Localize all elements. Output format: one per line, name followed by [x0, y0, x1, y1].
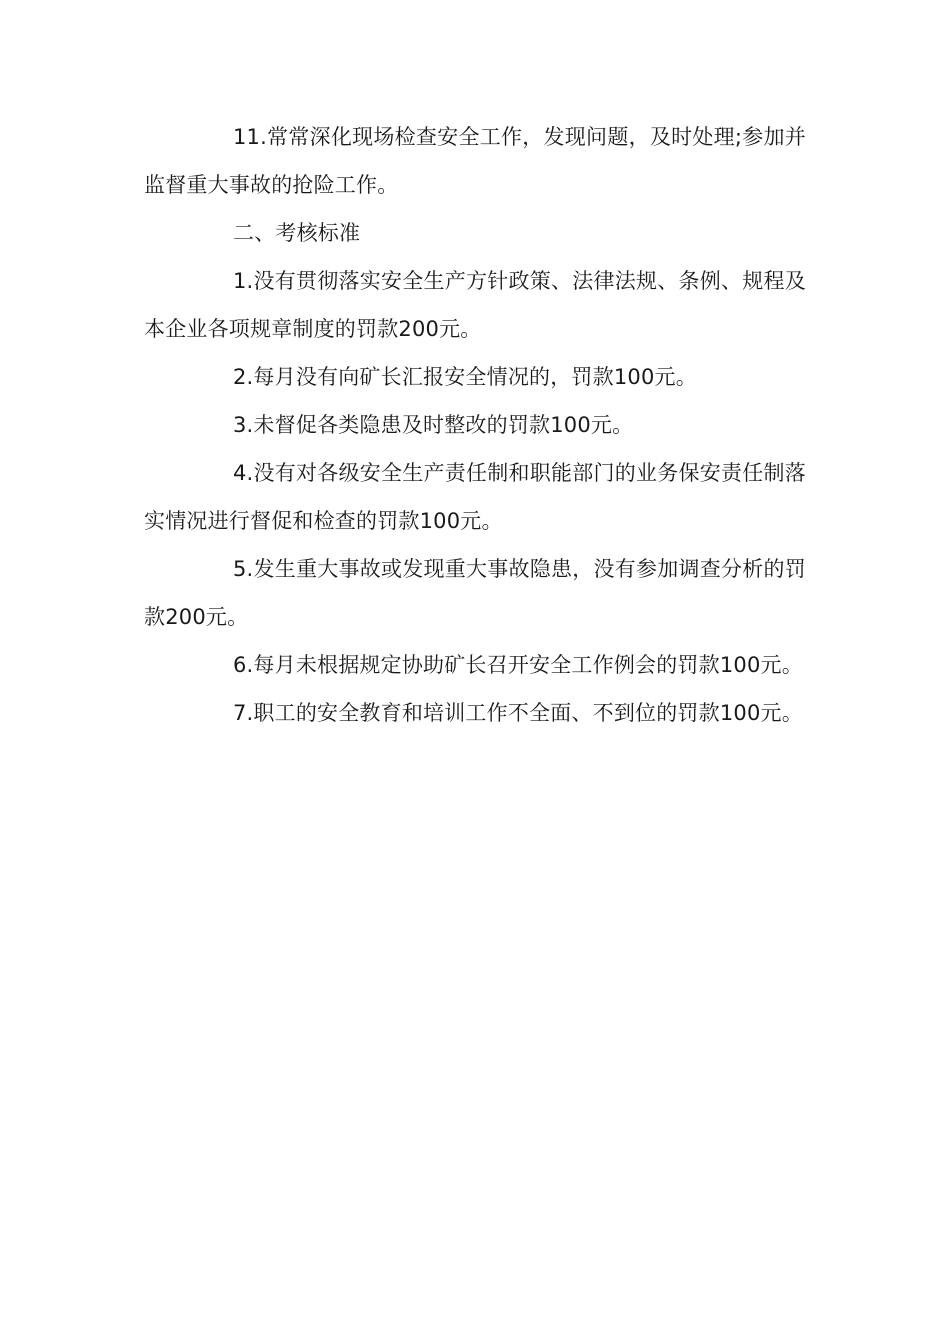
document-body	[144, 113, 806, 737]
paragraph-standard-2: 2.每月没有向矿长汇报安全情况的，罚款100元。	[233, 365, 697, 389]
paragraph-standard-7: 7.职工的安全教育和培训工作不全面、不到位的罚款100元。	[233, 701, 803, 725]
paragraph-standard-1: 1.没有贯彻落实安全生产方针政策、法律法规、条例、规程及本企业各项规章制度的罚款200元。	[144, 269, 806, 341]
section-heading-assessment-standards: 二、考核标准	[233, 221, 361, 245]
paragraph-standard-5: 5.发生重大事故或发现重大事故隐患，没有参加调查分析的罚款200元。	[144, 557, 806, 629]
paragraph-item-11: 11.常常深化现场检查安全工作，发现问题，及时处理;参加并监督重大事故的抢险工作。	[144, 125, 806, 197]
paragraph-standard-6: 6.每月未根据规定协助矿长召开安全工作例会的罚款100元。	[233, 653, 803, 677]
paragraph-standard-4: 4.没有对各级安全生产责任制和职能部门的业务保安责任制落实情况进行督促和检查的罚款100元。	[144, 461, 806, 533]
paragraph-standard-3: 3.未督促各类隐患及时整改的罚款100元。	[233, 413, 634, 437]
